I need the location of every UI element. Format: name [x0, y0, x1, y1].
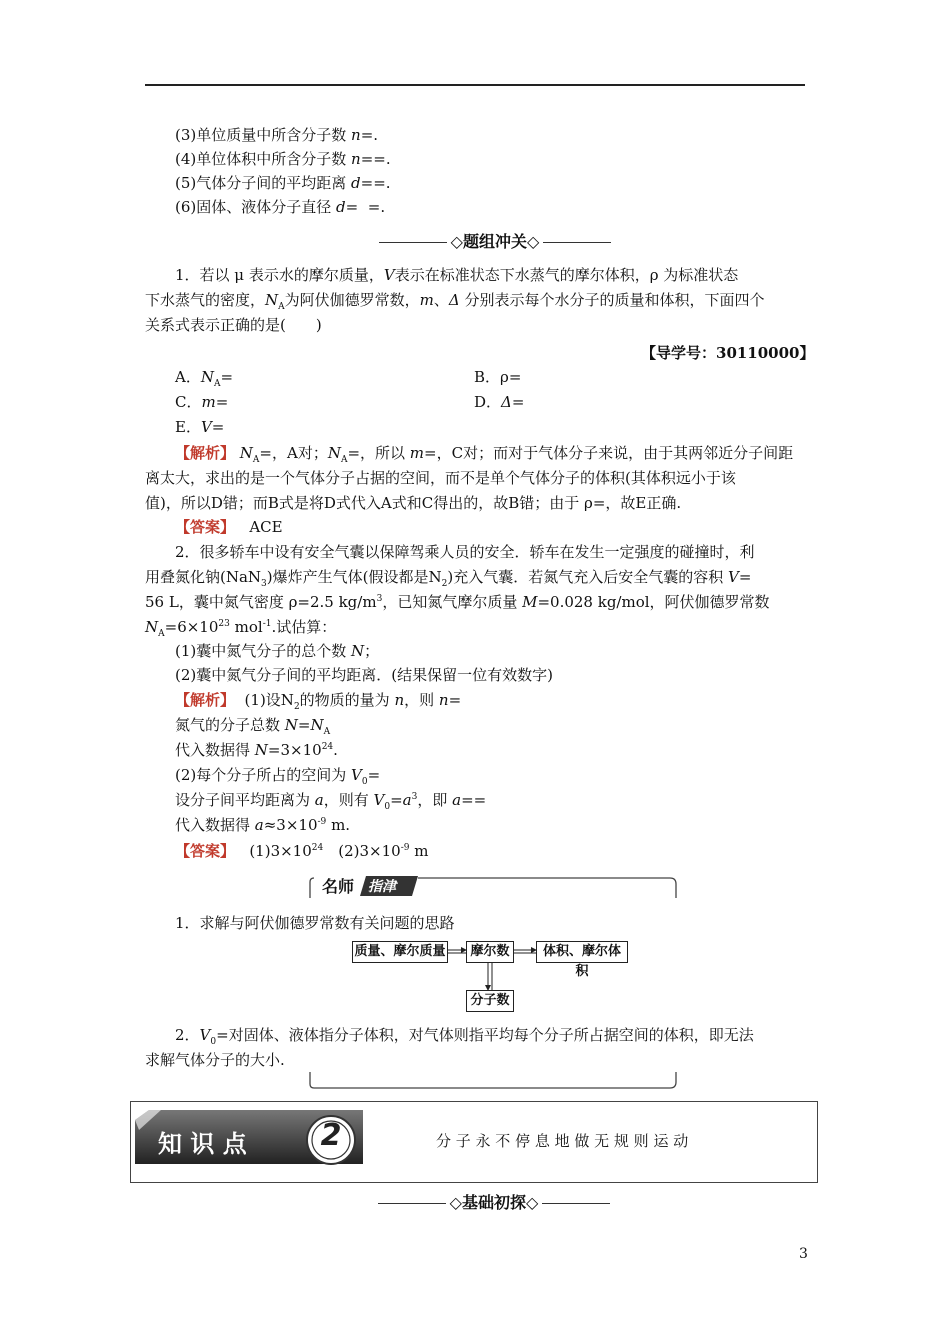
q2-line-1: 2．很多轿车中设有安全气囊以保障驾乘人员的安全．轿车在发生一定强度的碰撞时，利 [175, 543, 755, 561]
knowledge-point-title: 分 子 永 不 停 息 地 做 无 规 则 运 动 [436, 1132, 689, 1150]
q2-line-6: (2)囊中氮气分子间的平均距离．(结果保留一位有效数字) [175, 666, 553, 684]
q1-analysis-line-1: 【解析】 $N_A=$，A对；$N_A=$，所以 m=，C对；而对于气体分子来说，由于其两邻近分子间距 [175, 444, 794, 465]
teacher-point-2-line-2: 求解气体分子的大小. [145, 1051, 285, 1069]
q1-answer: 【答案】 ACE [175, 518, 283, 536]
q1-analysis-line-3: 值)，所以D错；而B式是将D式代入A式和C得出的，故B错；由于 ρ=，故E正确. [145, 494, 682, 512]
teacher-box-footer [300, 1070, 680, 1092]
item-3: (3)单位质量中所含分子数 n=. [175, 126, 379, 144]
teacher-box-title-b: 指津 [368, 879, 396, 895]
knowledge-point-label: 知 识 点 [158, 1130, 247, 1158]
flow-box-volume: 体积、摩尔体积 [536, 941, 628, 963]
q2-line-5: (1)囊中氮气分子的总个数 N； [175, 642, 380, 660]
flow-box-moles: 摩尔数 [466, 941, 514, 963]
page-number: 3 [799, 1246, 808, 1262]
q2-analysis-line-2: 氮气的分子总数 $N=N_A$ [175, 716, 331, 737]
q1-option-b: B．ρ= [474, 368, 522, 386]
teacher-box-title-a: 名师 [322, 877, 355, 896]
q1-line-2: 下水蒸气的密度，$N_A$为阿伏伽德罗常数，m、Δ 分别表示每个水分子的质量和体积，下面四个 [145, 291, 765, 312]
q1-analysis-line-2: 离太大，求出的是一个气体分子占据的空间，而不是单个气体分子的体积(其体积远小于该 [145, 469, 736, 487]
q2-line-4: $N_A=6\times 10^{23}$ mol$^{-1}$.试估算： [145, 618, 337, 639]
q2-line-2: 用叠氮化钠(NaN$_3$)爆炸产生气体(假设都是$N_2$)充入气囊．若氮气充入后安全气囊的容积 V= [145, 568, 752, 589]
q1-option-a: A．$N_A=$ [175, 368, 234, 389]
q1-option-d: D．Δ= [474, 393, 525, 411]
q2-analysis-line-1: 【解析】 (1)设$N_2$的物质的量为 n，则 n= [175, 691, 462, 712]
flow-box-molecules: 分子数 [466, 990, 514, 1012]
teacher-point-2-line-1: 2．$V_0=$对固体、液体指分子体积，对气体则指平均每个分子所占据空间的体积，即无法 [175, 1026, 754, 1047]
q1-line-3: 关系式表示正确的是( ) [145, 316, 322, 334]
item-4: (4)单位体积中所含分子数 n==. [175, 150, 391, 168]
section-title-practice: ◇题组冲关◇ [365, 229, 625, 252]
q2-analysis-line-6: 代入数据得 $a\approx 3\times 10^{-9}$ m. [175, 816, 351, 834]
analysis-label: 【解析】 [175, 444, 236, 462]
q2-line-3: 56 L，囊中氮气密度 ρ=2.5 $kg/m^3$，已知氮气摩尔质量 M=0.028 kg/mol，阿伏伽德罗常数 [145, 593, 770, 611]
teacher-box-header [300, 872, 680, 902]
q2-analysis-line-3: 代入数据得 $N=3\times 10^{24}$. [175, 741, 338, 759]
q2-analysis-line-4: (2)每个分子所占的空间为 $V_0=$ [175, 766, 381, 787]
q1-option-e: E．V= [175, 418, 225, 436]
q2-answer: 【答案】 $(1)3\times 10^{24}$ $(2)3\times 10^{-9}$ m [175, 842, 429, 860]
q1-option-c: C．m= [175, 393, 229, 411]
guide-number: 【导学号：30110000】 [641, 344, 815, 362]
answer-label: 【答案】 [175, 518, 236, 536]
item-5: (5)气体分子间的平均距离 d==. [175, 174, 391, 192]
flow-box-mass: 质量、摩尔质量 [352, 941, 448, 963]
knowledge-point-number: 2 [320, 1118, 342, 1153]
q2-analysis-line-5: 设分子间平均距离为 a，则有 $V_0=a^3$，即 a== [175, 791, 487, 812]
q1-line-1: 1．若以 μ 表示水的摩尔质量，V表示在标准状态下水蒸气的摩尔体积，ρ 为标准状态 [175, 266, 739, 284]
header-rule [145, 84, 805, 86]
teacher-point-1: 1．求解与阿伏伽德罗常数有关问题的思路 [175, 914, 455, 932]
item-6: (6)固体、液体分子直径 d= =. [175, 198, 386, 216]
section-title-basics: ◇基础初探◇ [360, 1190, 628, 1213]
